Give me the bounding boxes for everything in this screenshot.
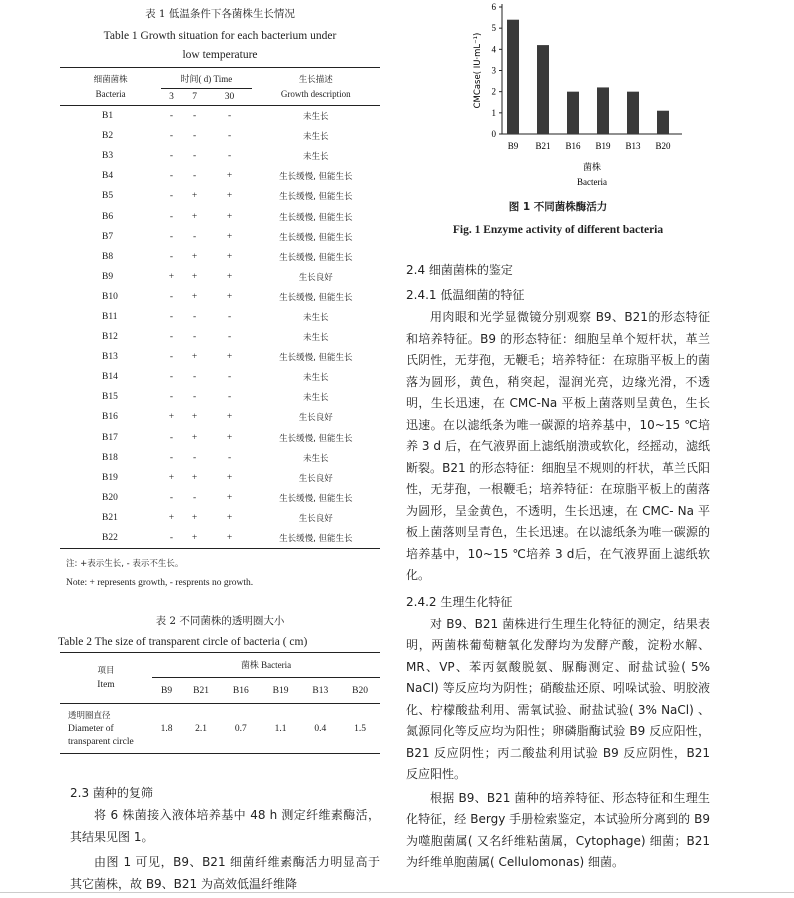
day-header: 3	[169, 92, 174, 102]
table1-note	[60, 555, 380, 593]
section-2-4-1-heading: 2.4.1 低温细菌的特征	[406, 288, 525, 302]
table-row	[60, 387, 380, 407]
day3-cell: -	[169, 432, 174, 443]
strain-cell: B6	[102, 211, 114, 222]
table2-item-header	[60, 653, 152, 704]
section-2-4-2-para-2: 根据 B9、B21 菌种的培养特征、形态特征和生理生化特征，经 Bergy 手册检索鉴定，本试验所分离到的 B9 为噬胞菌属( 又名纤维粘菌属，Cytophage) 细菌；B21 为纤维单胞菌属( Cellulomonas) 细菌。	[406, 790, 710, 869]
day30-cell: -	[227, 151, 232, 162]
enzyme-activity-chart	[406, 0, 706, 195]
strain-header: B20	[352, 685, 368, 696]
desc-cell: 生长良好	[298, 473, 333, 484]
table-row	[60, 227, 380, 247]
day7-cell: -	[193, 231, 197, 242]
strain-cell: B15	[102, 392, 118, 403]
table-row	[60, 267, 380, 287]
table-row	[60, 488, 380, 508]
day-header: 7	[192, 92, 197, 102]
y-tick-label: 6	[491, 2, 496, 12]
diameter-value: 0.7	[221, 704, 261, 754]
y-tick-label: 1	[491, 107, 496, 118]
diameter-value: 1.5	[340, 704, 380, 754]
desc-cell: 未生长	[303, 312, 329, 323]
x-tick-label: B16	[565, 141, 581, 151]
desc-cell: 未生长	[303, 152, 329, 163]
table-row	[60, 166, 380, 186]
day30-cell: +	[226, 352, 233, 363]
day7-cell: +	[191, 352, 198, 363]
strain-cell: B3	[102, 151, 114, 162]
row-label-en-2: transparent circle	[68, 737, 134, 748]
table1-header-desc	[252, 68, 380, 106]
bar-b20	[657, 111, 669, 134]
row-label-cn: 透明圈直径	[68, 711, 111, 722]
bar-b21	[537, 45, 549, 134]
day7-cell: +	[191, 472, 198, 483]
diameter-value: 2.1	[181, 704, 221, 754]
desc-cell: 生长缓慢, 但能生长	[279, 433, 353, 444]
desc-cell: 未生长	[303, 112, 329, 123]
section-2-4-2-para: 对 B9、B21 菌株进行生理生化特征的测定，结果表明，两菌株葡萄糖氧化发酵均为发酵产酸，淀粉水解、MR、VP、苯丙氨酸脱氨、脲酶测定、耐盐试验( 5% NaCl) 等反应均为阴性；硝酸盐还原、吲哚试验、明胶液化、柠檬酸盐利用、需氧试验、耐盐试验( 3% NaCl) 、氮源同化等反应均为阳性；卵磷脂酶试验 B9 反应阳性，B21 反应阴性；丙二酸盐利用试验 B9 反应阴性，B21 反应阳性。	[406, 616, 710, 781]
item-header-en: Item	[97, 680, 115, 691]
desc-cell: 生长缓慢, 但能生长	[279, 172, 353, 183]
item-header-cn: 项目	[97, 666, 115, 677]
section-2-3-heading: 2.3 菌种的复筛	[70, 786, 153, 801]
section-2-4-1-para: 用肉眼和光学显微镜分别观察 B9、B21的形态特征和培养特征。B9 的形态特征：细胞呈单个短杆状，革兰氏阴性，无芽孢，无鞭毛；培养特征：在琼脂平板上的菌落为圆形，黄色，稍突起，湿润光亮，边缘光滑，不透明，生长迅速，在 CMC-Na 平板上菌落则呈黄色，生长迅速。在以滤纸条为唯一碳源的培养基中，10~15 ℃培养 3 d 后，在气液界面上滤纸崩溃或软化，经摇动，滤纸断裂。B21 的形态特征：细胞呈不规则的杆状，革兰氏阳性，无芽孢，一根鞭毛；培养特征：在琼脂平板上的菌落为圆形，呈金黄色，不透明，生长迅速，在 CMC- Na 平板上菌落则呈青色，生长迅速。在以滤纸条为唯一碳源的培养基中，10~15 ℃培养 3 d后，在气液界面上滤纸软化。	[406, 310, 710, 582]
table-row	[60, 468, 380, 488]
strain-cell: B21	[102, 512, 118, 523]
day7-cell: -	[193, 372, 197, 383]
day30-cell: -	[227, 131, 232, 142]
desc-cell: 生长缓慢, 但能生长	[279, 353, 353, 364]
note-cn: 注: +表示生长, - 表示不生长。	[66, 559, 184, 570]
strain-cell: B1	[102, 111, 114, 122]
desc-cell: 未生长	[303, 393, 329, 404]
table-row	[60, 146, 380, 166]
day7-cell: -	[193, 151, 197, 162]
table1	[60, 67, 380, 549]
day30-cell: +	[226, 171, 233, 182]
desc-cell: 生长缓慢, 但能生长	[279, 232, 353, 243]
table-row	[60, 528, 380, 549]
desc-cell: 生长良好	[298, 513, 333, 524]
strain-cell: B11	[102, 311, 118, 322]
day3-cell: -	[169, 332, 174, 343]
x-tick-label: B20	[655, 141, 671, 151]
bar-b13	[627, 92, 639, 134]
strain-cell: B20	[102, 492, 118, 503]
desc-header-cn: 生长描述	[298, 74, 333, 85]
table1-header-strain	[60, 68, 161, 106]
day3-cell: -	[169, 151, 174, 162]
day7-cell: -	[193, 392, 197, 403]
strain-cell: B22	[102, 533, 118, 544]
table-row	[60, 287, 380, 307]
left-column	[60, 0, 380, 895]
x-axis-label-en: Bacteria	[577, 177, 607, 187]
day30-cell: +	[226, 492, 233, 503]
day3-cell: -	[169, 492, 174, 503]
diameter-value: 0.4	[300, 704, 340, 754]
day3-cell: -	[169, 392, 174, 403]
desc-header-en: Growth description	[280, 88, 351, 99]
section-2-3-para-1: 将 6 株菌接入液体培养基中 48 h 测定纤维素酶活，其结果见图 1。	[70, 808, 380, 844]
strain-cell: B10	[102, 291, 118, 302]
day7-cell: +	[191, 211, 198, 222]
table-row	[60, 407, 380, 427]
day7-cell: -	[193, 332, 197, 343]
y-tick-label: 0	[491, 129, 496, 139]
desc-cell: 未生长	[303, 132, 329, 143]
section-2-3-para-2: 由图 1 可见，B9、B21 细菌纤维素酶活力明显高于其它菌株，故 B9、B21 为高效低温纤维降	[70, 855, 380, 891]
table-row	[60, 206, 380, 226]
day30-cell: -	[227, 392, 232, 403]
strain-cell: B8	[102, 251, 114, 262]
bar-b16	[567, 92, 579, 134]
day3-cell: -	[169, 352, 174, 363]
table2-strain-header: 菌株 Bacteria	[152, 653, 380, 678]
row-label-en-1: Diameter of	[68, 724, 114, 735]
day3-cell: +	[168, 412, 175, 423]
strain-cell: B7	[102, 231, 114, 242]
day30-cell: +	[226, 512, 233, 523]
day30-cell: +	[226, 533, 233, 544]
strain-cell: B17	[102, 432, 118, 443]
table1-caption-en-2: low temperature	[182, 49, 258, 61]
table2-value-row	[60, 704, 380, 754]
day7-cell: +	[191, 432, 198, 443]
day30-cell: +	[226, 211, 233, 222]
desc-cell: 未生长	[303, 333, 329, 344]
strain-cell: B2	[102, 131, 114, 142]
y-tick-label: 4	[491, 44, 496, 55]
strain-cell: B16	[102, 412, 118, 423]
table2-row-label	[60, 704, 152, 754]
day30-cell: +	[226, 291, 233, 302]
strain-header: B19	[272, 685, 289, 696]
y-tick-label: 5	[491, 23, 496, 34]
day30-cell: -	[227, 332, 232, 343]
table-row	[60, 367, 380, 387]
day30-cell: +	[226, 231, 233, 242]
bar-b9	[507, 20, 519, 134]
table2-caption-cn: 表 2 不同菌株的透明圈大小	[155, 615, 285, 628]
table-row	[60, 126, 380, 146]
table-row	[60, 508, 380, 528]
table-row	[60, 448, 380, 468]
table-row	[60, 186, 380, 206]
desc-cell: 未生长	[303, 373, 329, 384]
y-axis-label: CMCase( IU·mL⁻¹)	[473, 32, 483, 109]
desc-cell: 生长良好	[298, 272, 333, 283]
day3-cell: -	[169, 211, 174, 222]
day3-cell: -	[169, 191, 174, 202]
strain-cell: B19	[102, 472, 118, 483]
x-tick-label: B9	[507, 141, 519, 151]
day3-cell: -	[169, 111, 174, 122]
table-row	[60, 106, 380, 126]
strain-cell: B13	[102, 352, 118, 363]
right-column	[406, 0, 710, 874]
table1-caption-en-1: Table 1 Growth situation for each bacterium under	[103, 30, 337, 42]
day7-cell: -	[193, 311, 197, 322]
diameter-value: 1.1	[261, 704, 301, 754]
strain-header: B16	[232, 685, 249, 696]
table-row	[60, 307, 380, 327]
day3-cell: -	[169, 372, 174, 383]
day3-cell: -	[169, 452, 174, 463]
table1-caption-cn: 表 1 低温条件下各菌株生长情况	[145, 8, 295, 20]
x-axis-label-cn: 菌株	[582, 163, 602, 173]
table-row	[60, 347, 380, 367]
table1-body	[60, 106, 380, 549]
day7-cell: -	[193, 492, 197, 503]
day3-cell: +	[168, 512, 175, 523]
day7-cell: +	[191, 412, 198, 423]
desc-cell: 生长良好	[298, 413, 333, 424]
desc-cell: 生长缓慢, 但能生长	[279, 534, 353, 545]
day3-cell: -	[169, 171, 174, 182]
x-tick-label: B13	[625, 141, 641, 151]
y-tick-label: 3	[491, 65, 496, 76]
table2	[60, 652, 380, 754]
strain-cell: B9	[102, 271, 114, 282]
desc-cell: 生长缓慢, 但能生长	[279, 493, 353, 504]
day30-cell: -	[227, 111, 232, 122]
day30-cell: +	[226, 432, 233, 443]
table1-header-time: 时间( d) Time	[161, 68, 251, 89]
day3-cell: -	[169, 251, 174, 262]
table2-caption-en: Table 2 The size of transparent circle of bacteria ( cm)	[58, 636, 308, 649]
figure1-caption-en: Fig. 1 Enzyme activity of different bacteria	[452, 224, 664, 236]
x-tick-label: B21	[535, 141, 551, 151]
day3-cell: -	[169, 311, 174, 322]
desc-cell: 生长缓慢, 但能生长	[279, 252, 353, 263]
day7-cell: +	[191, 251, 198, 262]
desc-cell: 生长缓慢, 但能生长	[279, 212, 353, 223]
diameter-value: 1.8	[152, 704, 181, 754]
day3-cell: -	[169, 291, 174, 302]
day30-cell: -	[227, 311, 232, 322]
day7-cell: +	[191, 191, 198, 202]
day3-cell: +	[168, 271, 175, 282]
day30-cell: +	[226, 271, 233, 282]
y-tick-label: 2	[491, 86, 496, 97]
strain-header-cn: 细菌菌株	[93, 74, 128, 85]
day30-cell: +	[226, 472, 233, 483]
day30-cell: +	[226, 412, 233, 423]
strain-header-en: Bacteria	[95, 88, 126, 99]
strain-cell: B5	[102, 191, 114, 202]
day30-cell: +	[226, 251, 233, 262]
x-tick-label: B19	[595, 141, 611, 151]
day3-cell: -	[169, 131, 174, 142]
section-2-4-2-heading: 2.4.2 生理生化特征	[406, 594, 513, 609]
day7-cell: -	[193, 111, 197, 122]
desc-cell: 未生长	[303, 453, 329, 464]
day30-cell: -	[227, 372, 232, 383]
table-row	[60, 428, 380, 448]
day7-cell: -	[193, 452, 197, 463]
day7-cell: +	[191, 512, 198, 523]
strain-cell: B14	[102, 372, 118, 383]
day-header: 30	[224, 92, 235, 102]
day3-cell: -	[169, 533, 174, 544]
table-row	[60, 327, 380, 347]
table-row	[60, 247, 380, 267]
strain-header: B21	[193, 685, 209, 696]
strain-cell: B12	[102, 332, 118, 343]
day30-cell: +	[226, 191, 233, 202]
day7-cell: +	[191, 291, 198, 302]
day7-cell: +	[191, 271, 198, 282]
desc-cell: 生长缓慢, 但能生长	[279, 192, 353, 203]
day7-cell: +	[191, 533, 198, 544]
strain-cell: B4	[102, 171, 114, 182]
day3-cell: -	[169, 231, 174, 242]
page-bottom-rule	[0, 892, 794, 893]
figure1-caption-cn: 图 1 不同菌株酶活力	[508, 201, 608, 213]
day30-cell: -	[227, 452, 232, 463]
strain-cell: B18	[102, 452, 118, 463]
section-2-4-heading: 2.4 细菌菌株的鉴定	[406, 263, 513, 277]
bar-b19	[597, 87, 609, 134]
note-en: Note: + represents growth, - resprents no growth.	[66, 578, 254, 589]
strain-header: B9	[161, 685, 173, 696]
day7-cell: -	[193, 171, 197, 182]
strain-header: B13	[312, 685, 329, 696]
day7-cell: -	[193, 131, 197, 142]
desc-cell: 生长缓慢, 但能生长	[279, 292, 353, 303]
day3-cell: +	[168, 472, 175, 483]
